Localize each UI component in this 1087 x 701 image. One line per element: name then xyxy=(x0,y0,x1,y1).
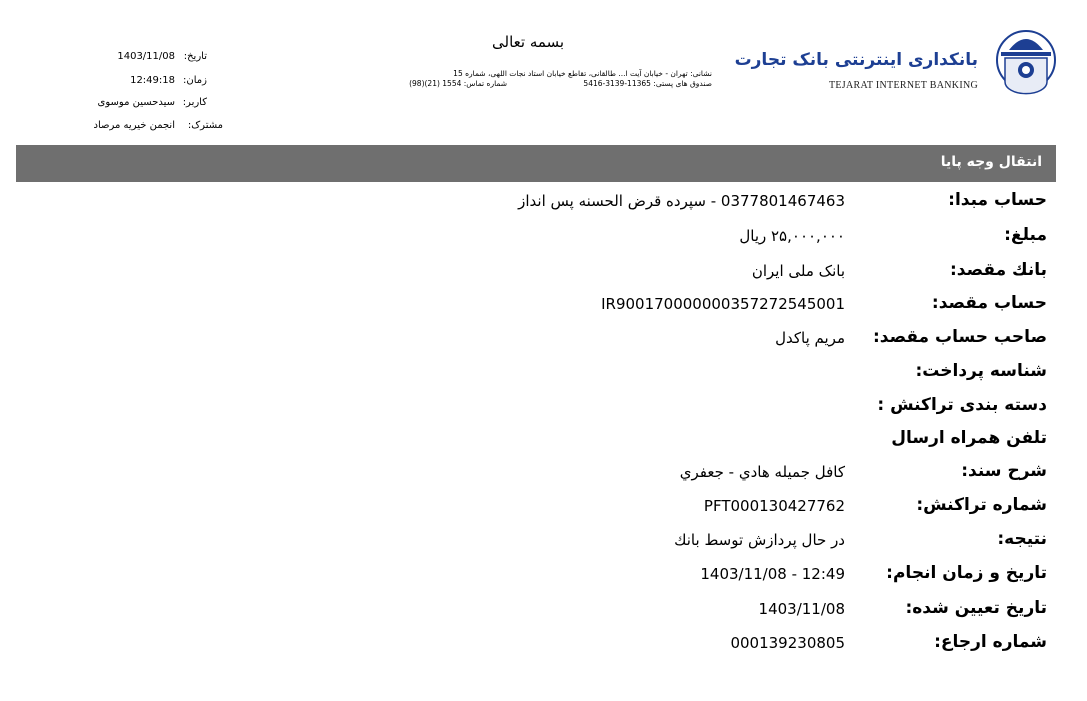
user-value: سیدحسین موسوی xyxy=(97,97,175,108)
detail-row-payment-id xyxy=(0,357,1087,387)
banner-title: انتقال وجه پایا xyxy=(940,154,1042,170)
user-label: کاربر: xyxy=(182,97,207,108)
detail-row-reference-number xyxy=(0,628,1087,658)
phone-line: شماره تماس: 1554 (21)(98) xyxy=(409,79,507,88)
detail-label: شماره ارجاع: xyxy=(934,632,1047,652)
detail-row-source-account xyxy=(0,186,1087,216)
detail-value: PFT000130427762 xyxy=(703,497,845,515)
detail-value: ۲۵,۰۰۰,۰۰۰ ریال xyxy=(739,227,845,245)
section-banner xyxy=(16,145,1056,182)
detail-label: بانك مقصد: xyxy=(949,260,1047,280)
detail-label: تلفن همراه ارسال xyxy=(891,428,1047,448)
detail-row-transaction-number xyxy=(0,491,1087,521)
detail-row-destination-bank xyxy=(0,256,1087,286)
detail-label: شناسه پرداخت: xyxy=(915,361,1047,381)
detail-row-execution-datetime xyxy=(0,559,1087,589)
detail-value: 1403/11/08 - 12:49 xyxy=(700,565,845,583)
detail-label: تاریخ و زمان انجام: xyxy=(886,563,1047,583)
customer-value: انجمن خیریه مرصاد xyxy=(93,120,175,131)
date-label: تاریخ: xyxy=(183,51,207,62)
detail-row-account-owner xyxy=(0,323,1087,353)
detail-label: شماره تراکنش: xyxy=(916,495,1047,515)
detail-row-scheduled-date xyxy=(0,594,1087,624)
po-box-line: صندوق های پستی: 11365-3139-5416 xyxy=(583,79,712,88)
bank-logo xyxy=(734,28,1070,100)
detail-label: صاحب حساب مقصد: xyxy=(872,327,1047,347)
detail-value: IR900170000000357272545001 xyxy=(601,295,845,313)
detail-row-mobile xyxy=(0,424,1087,454)
detail-row-description xyxy=(0,457,1087,487)
bank-name-fa: بانکداری اینترنتی بانک تجارت xyxy=(734,50,978,70)
detail-row-destination-account xyxy=(0,289,1087,319)
date-value: 1403/11/08 xyxy=(117,51,175,62)
detail-value: 000139230805 xyxy=(730,634,845,652)
bank-name-en: TEJARAT INTERNET BANKING xyxy=(828,80,978,91)
detail-label: حساب مقصد: xyxy=(931,293,1047,313)
detail-row-category xyxy=(0,391,1087,421)
time-label: زمان: xyxy=(183,75,207,86)
detail-row-result xyxy=(0,525,1087,555)
time-value: 12:49:18 xyxy=(130,75,175,86)
detail-value: مریم پاکدل xyxy=(775,329,845,347)
tejarat-emblem-icon xyxy=(995,28,1057,96)
detail-label: مبلغ: xyxy=(1004,225,1047,245)
detail-value: در حال پردازش توسط بانك xyxy=(674,531,845,549)
customer-label: مشترک: xyxy=(187,120,223,131)
detail-value: 1403/11/08 xyxy=(758,600,845,618)
detail-row-amount xyxy=(0,221,1087,251)
detail-label: تاریخ تعیین شده: xyxy=(905,598,1047,618)
detail-label: شرح سند: xyxy=(961,461,1047,481)
detail-value: كافل جميله هادي - جعفري xyxy=(679,463,845,481)
detail-label: نتیجه: xyxy=(997,529,1047,549)
detail-value: بانک ملی ایران xyxy=(751,262,845,280)
address-line: نشانی: تهران - خیابان آیت ا... طالقانی، تقاطع خیابان استاد نجات اللهی، شماره 15 xyxy=(453,69,712,78)
detail-value: 0377801467463 - سپرده قرض الحسنه پس انداز xyxy=(518,192,845,210)
detail-label: دسته بندی تراکنش : xyxy=(877,395,1047,415)
detail-label: حساب مبدا: xyxy=(948,190,1047,210)
bismillah-heading: بسمه تعالی xyxy=(492,33,565,51)
